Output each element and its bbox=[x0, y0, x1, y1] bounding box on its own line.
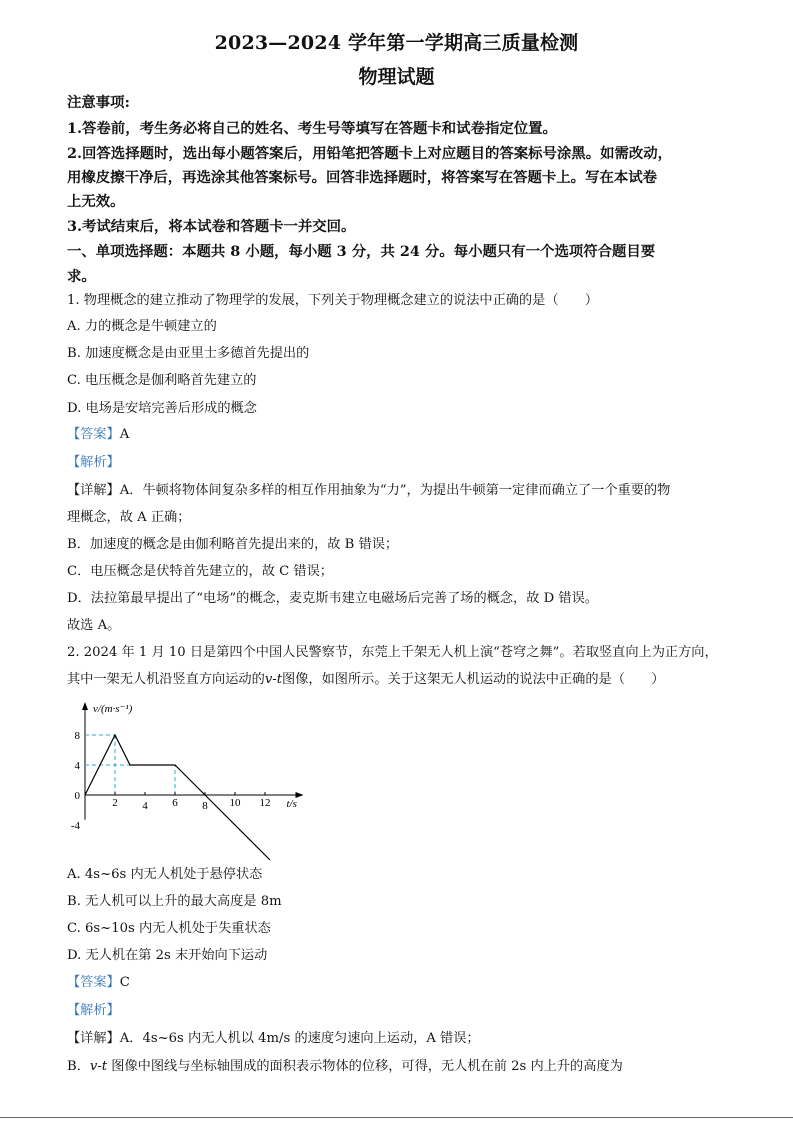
notice-item-2-line-3: 上无效。 bbox=[67, 193, 125, 210]
q1-detail-d: D．法拉第最早提出了“电场”的概念，麦克斯韦建立电磁场后完善了场的概念，故 D 错误。 bbox=[67, 591, 598, 606]
notice-item-2-line-1: 2.回答选择题时，选出每小题答案后，用铅笔把答题卡上对应题目的答案标号涂黑。如需改动， bbox=[67, 145, 673, 162]
q2-answer-value: C bbox=[119, 975, 130, 990]
notice-item-2-line-2: 用橡皮擦干净后，再选涂其他答案标号。回答非选择题时，将答案写在答题卡上。写在本试卷 bbox=[67, 169, 658, 186]
q1-detail-b: B．加速度的概念是由伽利略首先提出来的，故 B 错误； bbox=[67, 537, 399, 552]
q2-detail-b-line bbox=[67, 1058, 623, 1076]
q2-detail-b-post: 图像中图线与坐标轴围成的面积表示物体的位移，可得，无人机在前 2s 内上升的高度为 bbox=[107, 1059, 623, 1074]
y-tick-label-0: 0 bbox=[74, 790, 80, 802]
q2-option-b: B. 无人机可以上升的最大高度是 8m bbox=[67, 894, 282, 909]
x-tick-label-6: 6 bbox=[172, 797, 178, 809]
q2-detail-b-vt: v-t bbox=[89, 1059, 108, 1074]
q1-answer-value: A bbox=[119, 427, 130, 442]
q1-conclusion: 故选 A。 bbox=[67, 618, 121, 633]
q1-option-a: A. 力的概念是牛顿建立的 bbox=[67, 319, 217, 334]
x-tick-label-10: 10 bbox=[229, 797, 241, 809]
q1-option-b: B. 加速度概念是由亚里士多德首先提出的 bbox=[67, 346, 310, 361]
series-point-0-1 bbox=[114, 734, 115, 735]
q2-stem-line-2 bbox=[67, 671, 664, 689]
q2-detail-tag: 【详解】 bbox=[67, 1031, 120, 1046]
x-tick-label-2: 2 bbox=[112, 797, 118, 809]
subject-title: 物理试题 bbox=[358, 66, 435, 88]
q1-detail-text-1: A．牛顿将物体间复杂多样的相互作用抽象为“力”，为提出牛顿第一定律而确立了一个重要的物 bbox=[119, 483, 671, 498]
q1-answer-tag: 【答案】 bbox=[67, 427, 120, 442]
q1-detail-c: C．电压概念是伏特首先建立的，故 C 错误； bbox=[67, 564, 333, 579]
q2-option-d: D. 无人机在第 2s 末开始向下运动 bbox=[67, 948, 268, 963]
q2-detail-a: A．4s~6s 内无人机以 4m/s 的速度匀速向上运动，A 错误； bbox=[119, 1031, 480, 1046]
q1-analysis-tag: 【解析】 bbox=[67, 455, 120, 470]
q2-option-c: C. 6s~10s 内无人机处于失重状态 bbox=[67, 921, 271, 936]
q2-stem-pre: 其中一架无人机沿竖直方向运动的 bbox=[67, 672, 265, 687]
q2-stem-line-1: 2. 2024 年 1 月 10 日是第四个中国人民警察节，东莞上千架无人机上演“苍穹之舞”。若取竖直向上为正方向， bbox=[67, 645, 718, 660]
notice-heading: 注意事项: bbox=[67, 94, 130, 111]
series-point-0-3 bbox=[174, 764, 175, 765]
notice-item-1: 1.答卷前，考生务必将自己的姓名、考生号等填写在答题卡和试卷指定位置。 bbox=[67, 120, 557, 137]
vt-graph bbox=[60, 698, 330, 862]
q2-answer-tag: 【答案】 bbox=[67, 975, 120, 990]
y-tick-label--4: -4 bbox=[70, 820, 80, 832]
q1-answer bbox=[67, 426, 129, 444]
q2-detail-a-line bbox=[67, 1030, 480, 1048]
q1-detail-line-2: 理概念，故 A 正确； bbox=[67, 510, 191, 525]
q2-stem-post: 图像，如图所示。关于这架无人机运动的说法中正确的是（ ） bbox=[282, 672, 665, 687]
notice-item-3: 3.考试结束后，将本试卷和答题卡一并交回。 bbox=[67, 218, 356, 235]
series-point-0-0 bbox=[84, 794, 85, 795]
section-heading-line-1: 一、单项选择题：本题共 8 小题，每小题 3 分，共 24 分。每小题只有一个选项符合题目要 bbox=[67, 243, 656, 260]
section-heading-line-2: 求。 bbox=[67, 268, 96, 285]
x-tick-label-4: 4 bbox=[142, 800, 148, 812]
exam-title: 2023—2024 学年第一学期高三质量检测 bbox=[214, 32, 579, 54]
q2-analysis-tag: 【解析】 bbox=[67, 1003, 120, 1018]
series-point-0-5 bbox=[269, 859, 270, 860]
series-point-0-4 bbox=[204, 794, 205, 795]
q2-answer bbox=[67, 974, 130, 992]
q1-detail-tag: 【详解】 bbox=[67, 483, 120, 498]
y-axis-label: v/(m·s⁻¹) bbox=[93, 703, 133, 715]
q2-detail-b-pre: B． bbox=[67, 1059, 90, 1074]
q2-stem-vt: v-t bbox=[264, 672, 283, 687]
q1-stem: 1. 物理概念的建立推动了物理学的发展，下列关于物理概念建立的说法中正确的是（ ） bbox=[67, 293, 599, 308]
series-point-0-2 bbox=[129, 764, 130, 765]
y-tick-label-4: 4 bbox=[74, 760, 80, 772]
q1-option-c: C. 电压概念是伽利略首先建立的 bbox=[67, 373, 257, 388]
x-tick-label-8: 8 bbox=[202, 800, 208, 812]
y-axis-arrow bbox=[82, 702, 88, 710]
y-tick-label-8: 8 bbox=[74, 730, 80, 742]
footer-divider bbox=[0, 1117, 793, 1118]
x-tick-label-12: 12 bbox=[259, 797, 271, 809]
q1-option-d: D. 电场是安培完善后形成的概念 bbox=[67, 401, 257, 416]
x-axis-label: t/s bbox=[286, 798, 297, 810]
q1-detail-line-1 bbox=[67, 482, 670, 500]
q2-option-a: A. 4s~6s 内无人机处于悬停状态 bbox=[67, 867, 263, 882]
